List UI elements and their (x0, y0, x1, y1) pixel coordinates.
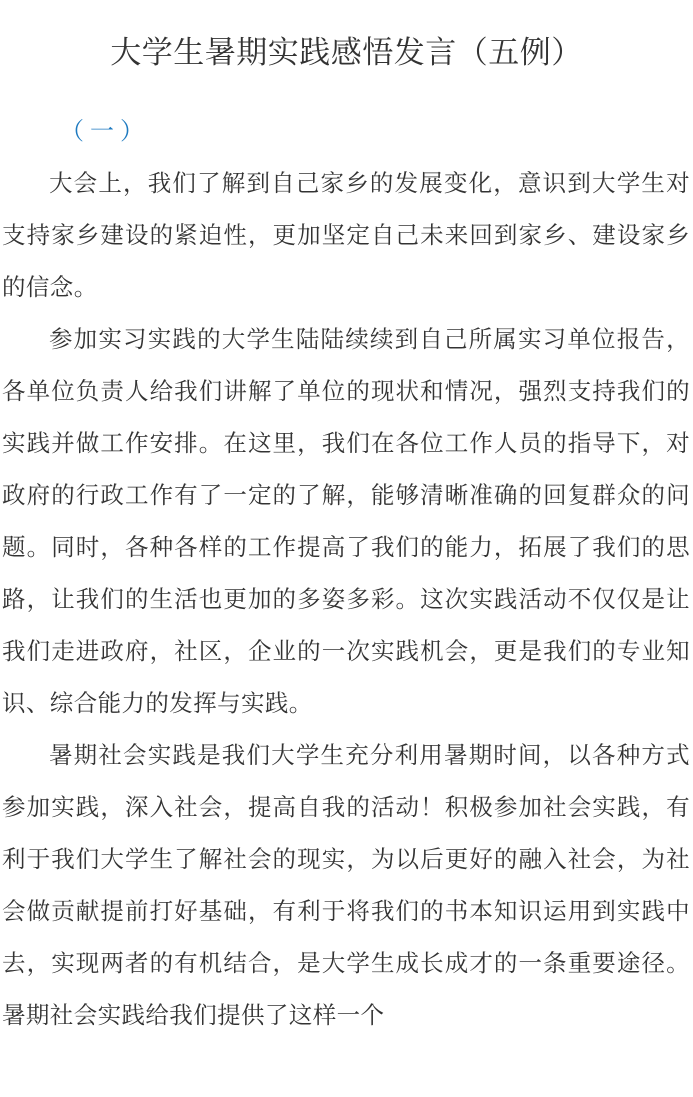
paragraph: 大会上，我们了解到自己家乡的发展变化，意识到大学生对支持家乡建设的紧迫性，更加坚定自己未来回到家乡、建设家乡的信念。 (2, 169, 690, 301)
document-title: 大学生暑期实践感悟发言（五例） (110, 35, 583, 71)
paragraph: 暑期社会实践是我们大学生充分利用暑期时间，以各种方式参加实践，深入社会，提高自我的活动！积极参加社会实践，有利于我们大学生了解社会的现实，为以后更好的融入社会，为社会做贡献提前打好基础，有利于将我们的书本知识运用到实践中去，实现两者的有机结合，是大学生成长成才的一条重要途径。暑期社会实践给我们提供了这样一个 (2, 741, 690, 1029)
paragraph: 参加实习实践的大学生陆陆续续到自己所属实习单位报告，各单位负责人给我们讲解了单位的现状和情况，强烈支持我们的实践并做工作安排。在这里，我们在各位工作人员的指导下，对政府的行政工作有了一定的了解，能够清晰准确的回复群众的问题。同时，各种各样的工作提高了我们的能力，拓展了我们的思路，让我们的生活也更加的多姿多彩。这次实践活动不仅仅是让我们走进政府，社区，企业的一次实践机会，更是我们的专业知识、综合能力的发挥与实践。 (2, 325, 690, 717)
article-body (2, 157, 690, 1041)
section-heading: （一） (60, 117, 150, 145)
